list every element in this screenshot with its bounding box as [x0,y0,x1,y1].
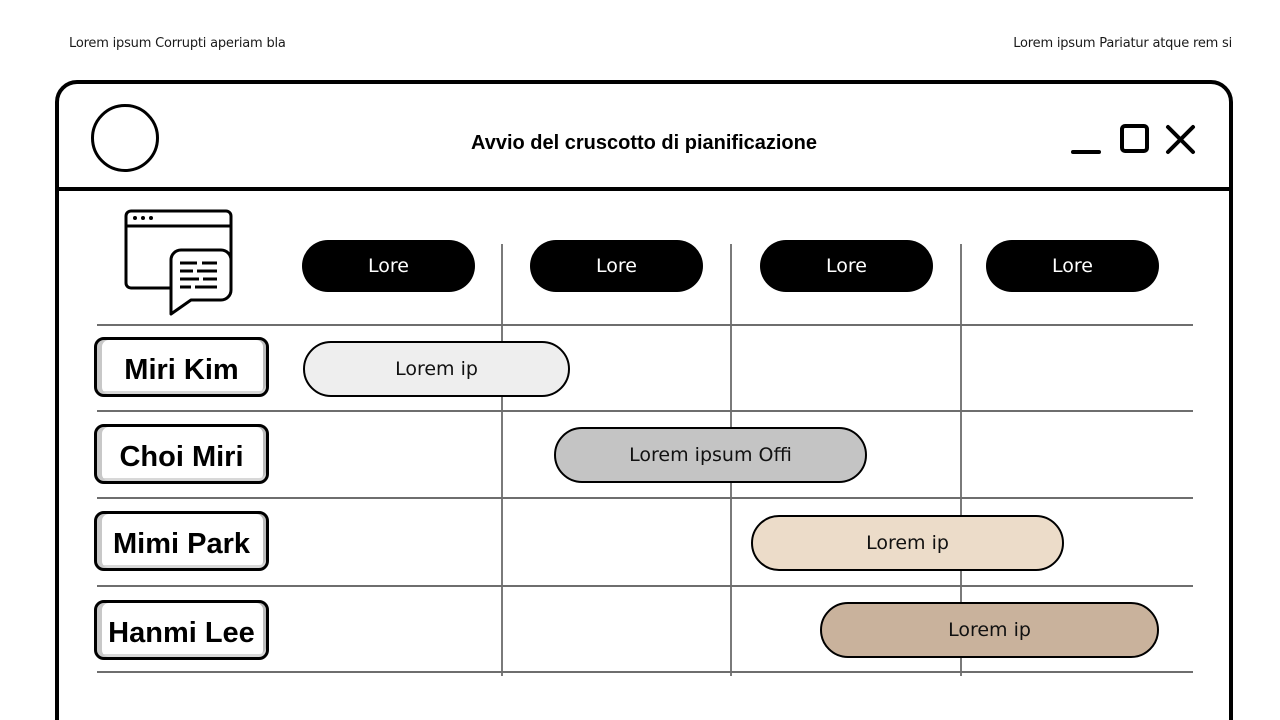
row-label-miri-kim[interactable]: Miri Kim [94,337,269,397]
minimize-icon [1069,122,1105,158]
window-title: Avvio del cruscotto di pianificazione [471,132,817,154]
column-header-3[interactable]: Lore [760,240,933,292]
row-label-hanmi-lee[interactable]: Hanmi Lee [94,600,269,660]
grid-line-horizontal [97,585,1193,587]
maximize-icon [1117,122,1153,158]
task-bar-choi-miri[interactable]: Lorem ipsum Offi [554,427,867,483]
corner-note-right: Lorem ipsum Pariatur atque rem si [1013,36,1232,51]
minimize-button[interactable] [1069,122,1105,158]
task-bar-mimi-park[interactable]: Lorem ip [751,515,1064,571]
task-bar-hanmi-lee[interactable]: Lorem ip [820,602,1159,658]
close-icon [1162,122,1198,158]
column-header-1[interactable]: Lore [302,240,475,292]
grid-line-horizontal [97,410,1193,412]
column-header-2[interactable]: Lore [530,240,703,292]
grid-line-horizontal [97,497,1193,499]
maximize-button[interactable] [1117,122,1153,158]
row-label-choi-miri[interactable]: Choi Miri [94,424,269,484]
grid-line-horizontal [97,324,1193,326]
row-label-mimi-park[interactable]: Mimi Park [94,511,269,571]
app-window [55,80,1233,720]
grid-line-vertical [501,244,503,676]
title-bar [59,84,1229,191]
browser-chat-icon [123,208,235,320]
grid-line-horizontal [97,671,1193,673]
task-bar-miri-kim[interactable]: Lorem ip [303,341,570,397]
close-button[interactable] [1162,122,1198,158]
column-header-4[interactable]: Lore [986,240,1159,292]
corner-note-left: Lorem ipsum Corrupti aperiam bla [69,36,286,51]
